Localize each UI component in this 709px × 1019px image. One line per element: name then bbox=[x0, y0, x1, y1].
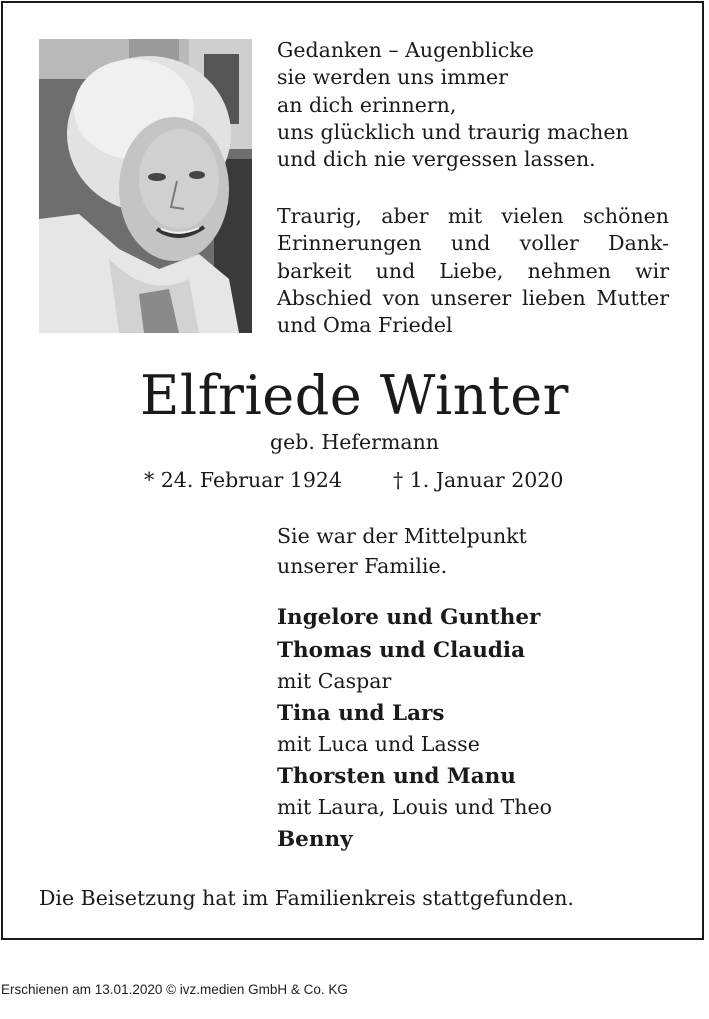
birth-date: * 24. Februar 1924 bbox=[144, 468, 342, 492]
family-children: mit Caspar bbox=[277, 669, 392, 693]
family-names: Ingelore und Gunther bbox=[277, 605, 541, 630]
poem-line: sie werden uns immer bbox=[277, 65, 508, 90]
family-children: mit Laura, Louis und Theo bbox=[277, 795, 552, 819]
farewell-line: Erinnerungen und voller Dank- bbox=[277, 231, 669, 256]
farewell-line: Traurig, aber mit vielen schönen bbox=[277, 204, 669, 228]
family-children: mit Luca und Lasse bbox=[277, 732, 480, 756]
family-names: Thomas und Claudia bbox=[277, 638, 525, 663]
poem bbox=[277, 37, 669, 173]
poem-line: uns glücklich und traurig machen bbox=[277, 119, 629, 144]
poem-line: an dich erinnern, bbox=[277, 92, 457, 117]
family-names: Tina und Lars bbox=[277, 701, 445, 726]
farewell-line: barkeit und Liebe, nehmen wir bbox=[277, 258, 669, 283]
tribute-line: Sie war der Mittelpunkt bbox=[277, 524, 527, 548]
birth-name: geb. Hefermann bbox=[270, 430, 440, 454]
poem-line: und dich nie vergessen lassen. bbox=[277, 147, 596, 172]
burial-note: Die Beisetzung hat im Familienkreis stattgefunden. bbox=[39, 886, 574, 910]
tribute-line: unserer Familie. bbox=[277, 554, 448, 578]
deceased-name: Elfriede Winter bbox=[140, 364, 569, 427]
poem-line: Gedanken – Augenblicke bbox=[277, 38, 534, 62]
farewell-line: und Oma Friedel bbox=[277, 313, 453, 338]
tribute-text bbox=[277, 521, 527, 581]
farewell-text bbox=[277, 203, 669, 339]
farewell-line: Abschied von unserer lieben Mutter bbox=[277, 285, 669, 310]
family-names: Thorsten und Manu bbox=[277, 764, 516, 789]
portrait-photo bbox=[39, 39, 252, 333]
family-names: Benny bbox=[277, 827, 353, 852]
death-date: † 1. Januar 2020 bbox=[393, 468, 564, 492]
publication-footer: Erschienen am 13.01.2020 © ivz.medien GmbH & Co. KG bbox=[1, 982, 348, 997]
family-list bbox=[277, 601, 552, 856]
